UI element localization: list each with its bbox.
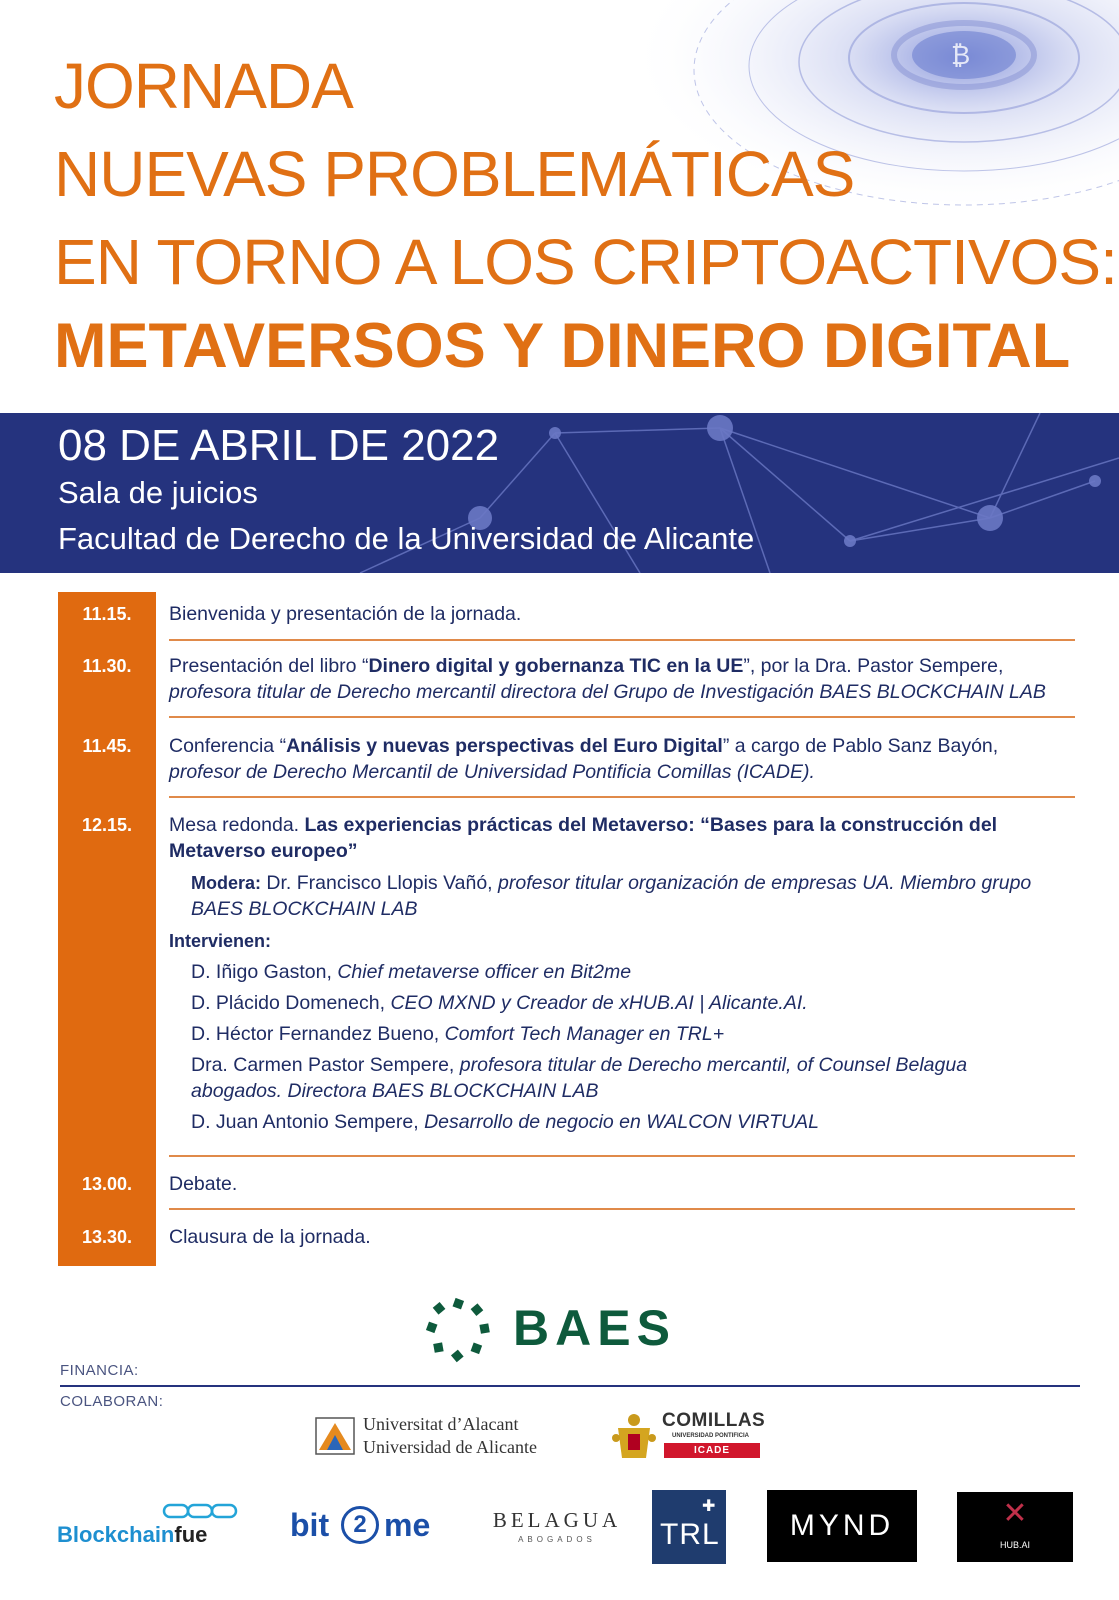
program-item — [169, 653, 1075, 705]
speaker-role: Comfort Tech Manager en TRL+ — [444, 1023, 725, 1045]
plus-icon: ✚ — [702, 1498, 716, 1515]
book-title: Dinero digital y gobernanza TIC en la UE — [368, 655, 744, 677]
comillas-icade-logo — [610, 1408, 780, 1468]
ua-name-valencian: Universitat d’Alacant — [363, 1414, 519, 1434]
program-item — [169, 1171, 1075, 1197]
speaker-name: Dra. Carmen Pastor Sempere, — [191, 1054, 460, 1076]
talk-title: Análisis y nuevas perspectivas del Euro Digital — [286, 735, 723, 757]
divider — [169, 1208, 1075, 1210]
schedule-time-bar — [58, 592, 156, 1266]
belagua-logo — [492, 1508, 622, 1548]
program-item-text: Presentación del libro “ — [169, 655, 369, 677]
divider — [169, 716, 1075, 718]
event-venue: Facultad de Derecho de la Universidad de Alicante — [58, 521, 755, 556]
mynd-logo — [767, 1490, 917, 1562]
title-line-4: METAVERSOS Y DINERO DIGITAL — [54, 311, 1071, 381]
time-slot: 13.00. — [81, 1174, 133, 1194]
program-item — [169, 812, 1075, 1135]
trl-logo — [652, 1490, 726, 1564]
ua-emblem-icon — [315, 1417, 355, 1455]
program-item — [169, 733, 1075, 785]
speaker-role: Desarrollo de negocio en WALCON VIRTUAL — [424, 1111, 819, 1133]
ua-name-spanish: Universidad de Alicante — [363, 1437, 537, 1457]
speaker-name: D. Juan Antonio Sempere, — [191, 1111, 425, 1133]
program-item-text: ”, por la Dra. Pastor Sempere, — [743, 655, 1004, 677]
belagua-name: BELAGUA — [492, 1508, 622, 1532]
bit2me-logo — [290, 1502, 450, 1552]
footer-divider — [60, 1385, 1080, 1387]
trl-text: TRL — [660, 1518, 720, 1551]
program-item-text: Conferencia “ — [169, 735, 287, 757]
speaker-role: profesora titular de Derecho mercantil, of Counsel Belagua abogados. Directora BAES BLOCKCHAIN LAB — [191, 1054, 968, 1102]
time-slot: 11.15. — [82, 604, 132, 624]
roundtable-title: Las experiencias prácticas del Metaverso: “Bases para la construcción del Metaverso europeo” — [169, 814, 998, 862]
event-room: Sala de juicios — [58, 475, 258, 510]
speaker-role: profesor de Derecho Mercantil de Universidad Pontificia Comillas (ICADE). — [169, 761, 815, 783]
speaker-item — [169, 1021, 1075, 1047]
program-item-text: Bienvenida y presentación de la jornada. — [169, 603, 522, 625]
speaker-item — [169, 1052, 1075, 1104]
mynd-text: MYND — [789, 1509, 895, 1542]
speaker-name: D. Héctor Fernandez Bueno, — [191, 1023, 445, 1045]
bit2me-text-a: bit — [290, 1507, 330, 1543]
speaker-item — [169, 1109, 1075, 1135]
bit2me-text-c: me — [384, 1507, 431, 1543]
xhub-ai-logo — [957, 1492, 1073, 1562]
program-item-text: Clausura de la jornada. — [169, 1226, 371, 1248]
x-mark-icon: ✕ — [1002, 1497, 1028, 1530]
program-item-text: Mesa redonda. — [169, 814, 305, 836]
speaker-item — [169, 959, 1075, 985]
program-item-text: Debate. — [169, 1173, 238, 1195]
speaker-role: CEO MXND y Creador de xHUB.AI | Alicante.AI. — [390, 992, 808, 1014]
speaker-name: D. Iñigo Gaston, — [191, 961, 338, 983]
comillas-crest-icon — [610, 1412, 658, 1464]
financia-label: FINANCIA: — [60, 1362, 139, 1379]
blockchainfue-logo — [57, 1502, 247, 1552]
hubai-text: HUB.AI — [999, 1540, 1030, 1550]
program-item — [169, 601, 1075, 627]
time-slot: 13.30. — [81, 1227, 133, 1247]
moderator-name: Dr. Francisco Llopis Vañó, — [261, 872, 499, 894]
program-item-text: ” a cargo de Pablo Sanz Bayón, — [722, 735, 999, 757]
title-line-3: EN TORNO A LOS CRIPTOACTIVOS: — [54, 226, 1117, 298]
title-line-1: JORNADA — [54, 50, 353, 122]
event-date: 08 DE ABRIL DE 2022 — [58, 421, 500, 470]
blockchainfue-name-a: Blockchain — [57, 1522, 175, 1547]
time-slot: 11.45. — [82, 736, 132, 756]
divider — [169, 796, 1075, 798]
time-slot: 12.15. — [81, 815, 133, 835]
blockchainfue-name-b: fue — [174, 1522, 208, 1547]
baes-ring-icon — [425, 1295, 495, 1365]
moderator-label: Modera: — [191, 873, 262, 893]
comillas-subtitle: UNIVERSIDAD PONTIFICIA — [672, 1433, 750, 1439]
speakers-label: Intervienen: — [169, 931, 272, 951]
time-slot: 11.30. — [82, 656, 132, 676]
comillas-name: COMILLAS — [662, 1410, 766, 1431]
colaboran-label: COLABORAN: — [60, 1393, 164, 1410]
divider — [169, 639, 1075, 641]
speaker-role: Chief metaverse officer en Bit2me — [337, 961, 632, 983]
program-item — [169, 1224, 1075, 1250]
svg-text:₿: ₿ — [951, 41, 971, 71]
speaker-item — [169, 990, 1075, 1016]
bit2me-text-b: 2 — [341, 1506, 379, 1544]
baes-logo — [425, 1295, 695, 1365]
belagua-subtitle: ABOGADOS — [518, 1535, 596, 1544]
universidad-alicante-logo — [315, 1413, 555, 1463]
event-info-band — [0, 413, 1119, 573]
speaker-role: profesora titular de Derecho mercantil directora del Grupo de Investigación BAES BLOCKCHAIN LAB — [169, 681, 1046, 703]
baes-wordmark: BAES — [513, 1300, 676, 1356]
event-title — [54, 42, 1117, 386]
chain-links-icon — [162, 1502, 242, 1520]
icade-badge: ICADE — [664, 1443, 760, 1458]
speaker-name: D. Plácido Domenech, — [191, 992, 391, 1014]
title-line-2: NUEVAS PROBLEMÁTICAS — [54, 138, 855, 210]
moderator-role: profesor titular organización de empresas UA. Miembro grupo BAES BLOCKCHAIN LAB — [191, 872, 1032, 920]
divider — [169, 1155, 1075, 1157]
